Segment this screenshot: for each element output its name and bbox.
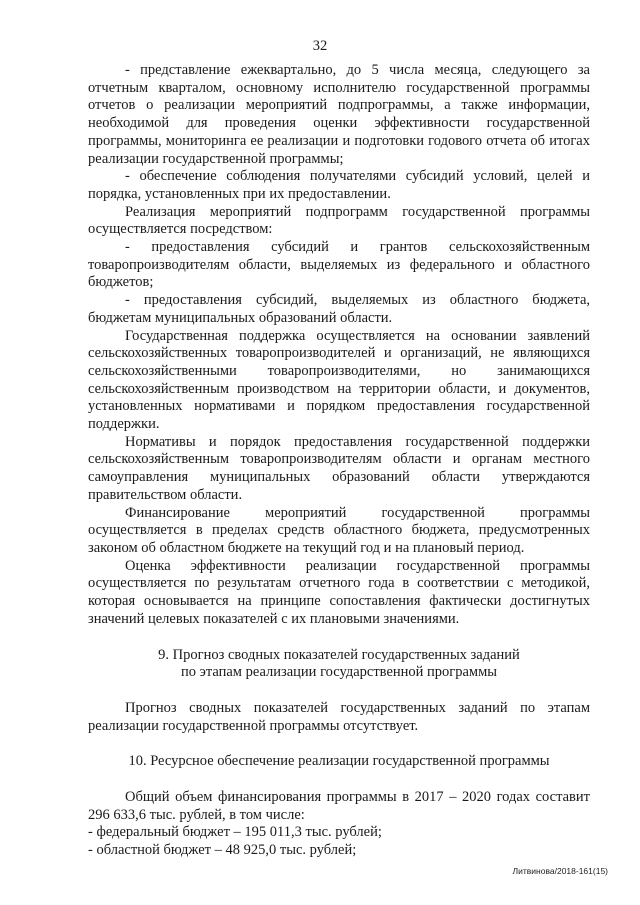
paragraph-subsidies-grants: - предоставления субсидий и грантов сельскохозяйственным товаропроизводителям области, выделяемых из федерального и областного бюджетов; <box>88 239 590 291</box>
regional-budget-line: - областной бюджет – 48 925,0 тыс. рублей; <box>88 842 357 859</box>
paragraph-efficiency-evaluation: Оценка эффективности реализации государственной программы осуществляется по результатам отчетного года в соответствии с методикой, которая основывается на принципе сопоставления фактически достигнутых значений целевых показателей с их плановыми значениями. <box>88 557 590 627</box>
paragraph-municipal-subsidies: - предоставления субсидий, выделяемых из областного бюджета, бюджетам муниципальных образований области. <box>88 292 590 326</box>
paragraph-subsidy-compliance: - обеспечение соблюдения получателями субсидий условий, целей и порядка, установленных при их предоставлении. <box>88 168 590 202</box>
paragraph-quarterly-reporting: - представление ежеквартально, до 5 числа месяца, следующего за отчетным кварталом, основному исполнителю государственной программы отчетов о реализации мероприятий подпрограммы, а также информации, необходимой для проведения оценки эффективности государственной программы, мониторинга ее реализации и подготовки годового отчета об итогах реализации государственной программы; <box>88 62 590 167</box>
section-9-heading <box>88 647 590 682</box>
document-body <box>88 62 590 860</box>
paragraph-state-support: Государственная поддержка осуществляется на основании заявлений сельскохозяйственных товаропроизводителей и организаций, не являющихся сельскохозяйственными товаропроизводителями, но занимающихся сельскохозяйственным производством на территории области, и документов, установленных нормативами и порядком предоставления государственной поддержки. <box>88 327 590 433</box>
paragraph-financing: Финансирование мероприятий государственной программы осуществляется в пределах средств областного бюджета, предусмотренных законом об областном бюджете на текущий год и на плановый период. <box>88 504 590 556</box>
section-10-heading: 10. Ресурсное обеспечение реализации государственной программы <box>128 753 550 770</box>
paragraph-implementation-means: Реализация мероприятий подпрограмм государственной программы осуществляется посредством: <box>88 203 590 238</box>
section-9-heading-line1: 9. Прогноз сводных показателей государственных заданий <box>158 646 520 663</box>
section-9-text: Прогноз сводных показателей государственных заданий по этапам реализации государственной программы отсутствует. <box>88 699 590 734</box>
document-footer-id: Литвинова/2018-161(15) <box>512 866 608 876</box>
paragraph-support-rules: Нормативы и порядок предоставления государственной поддержки сельскохозяйственным товаропроизводителям области и органам местного самоуправления муниципальных образований области утверждаются правительством области. <box>88 433 590 503</box>
page-number: 32 <box>312 38 328 54</box>
section-10-text: Общий объем финансирования программы в 2017 – 2020 годах составит 296 633,6 тыс. рублей, в том числе: <box>88 789 590 823</box>
section-9-heading-line2: по этапам реализации государственной программы <box>180 664 498 681</box>
federal-budget-line: - федеральный бюджет – 195 011,3 тыс. рублей; <box>88 824 382 841</box>
